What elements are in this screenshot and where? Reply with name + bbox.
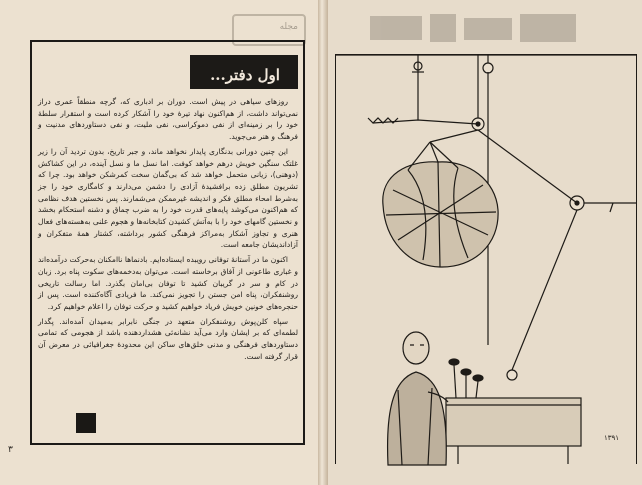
- book-spine: [318, 0, 328, 485]
- rope-line: [430, 130, 478, 142]
- article-body: [38, 96, 298, 426]
- podium-icon: [446, 398, 581, 464]
- paragraph: روزهای سیاهی در پیش است. دوران بر ادباری که، گرچه منطقاً عمری دراز نمی‌تواند داشت، از هم‌اکنون نهاد تیرهٔ خود را آشکار کرده است و استقرار سلطهٔ خود را بر زمینه‌ای از نفی دموکراسی، نفی ملیت، و نفی دستاوردهای مدنیت و فرهنگ و هنر می‌جوید.: [38, 97, 298, 142]
- page-title: اول دفتر...: [210, 66, 280, 84]
- boulder-net-icon: [383, 142, 498, 267]
- paragraph: اکنون ما در آستانهٔ توفانی رویبده ایستاده‌ایم. بادنماها ناامکنان به‌حرکت درآمده‌اند و غباری طاعونی از آفاق برخاسته است. می‌توان به‌دخمه‌های سکوت پناه برد. زبان در کام و سر در گریبان کشید تا توفان بی‌امان بگذرد. اما رسالت تاریخی روشنفکران، پناه امن جستن را تجویز نمی‌کند. ما فریادی آگاه‌کننده است. پس از حنجره‌های خونین خویش فریاد خواهیم کشید و حرکت توفان را اعلام خواهیم کرد.: [38, 255, 298, 311]
- microphone-icon: [473, 375, 483, 398]
- page-number: ۳: [8, 445, 13, 455]
- microphone-icon: [461, 369, 471, 398]
- pulley-icon: [570, 196, 637, 212]
- right-page: [328, 0, 642, 485]
- rope-line: [373, 120, 478, 124]
- speaker-figure-icon: [388, 332, 448, 465]
- paragraph: سپاه کلن‌پوش روشنفکران متعهد در جنگی نابرابر به‌میدان آمده‌اند. پگدار لطمه‌ای که بر ایشان وارد می‌آید نشانه‌ئی هشداردهنده باشد از هجومی که تمامی دستاوردهای فرهنگی و مدنی خلق‌های ساکن این محدودهٔ جغرافیائی در معرض آن قرار گرفته است.: [38, 316, 298, 361]
- paragraph: این چنین دورانی بدنگاری پایدار نخواهد ماند، و جبر تاریخ، بدون تردید آن را زیر غلتک سنگین خویش درهم خواهد کوفت. اما نسل ما و نسل آینده، در این کشاکش (دوهنی)، زیانی متحمل خواهد شد که بی‌گمان سخت کمرشکن خواهد بود. چرا که تشریون مطلق زده برافشیدهٔ آزادی را دشمن می‌دارند و کامگاری خود را جز به‌شرط امحاء مطلق فکر و اندیشه غیرممکن می‌شمارند. پس نخستین هدف نظامی که هم‌اکنون می‌کوشد پایه‌های قدرت خود را به ضرب چماق و دشنه استحکام بخشد و نخستین گامهای خود را با به‌آتش کشیدن کتابخانه‌ها و هجوم علنی به‌هسته‌های فعال هنری و تجاوز آشکار به‌مراکز فرهنگی کشور برداشته، کشتار همهٔ متفکران و آزاداندیشان جامعه است.: [38, 146, 298, 250]
- pulley-icon: [472, 55, 484, 130]
- faded-masthead-logo: مجله‌: [232, 14, 306, 46]
- left-page: [0, 0, 318, 485]
- artist-signature: ۱۳۹۱: [604, 434, 620, 442]
- microphone-icon: [449, 359, 459, 398]
- pulley-icon: [507, 370, 517, 380]
- illustration-drawing: [328, 0, 642, 485]
- chain-line: [368, 118, 398, 123]
- pulley-icon: [483, 55, 493, 73]
- rope-line: [512, 210, 577, 370]
- end-mark-square: [76, 413, 96, 433]
- ceiling-hook-icon: [412, 55, 424, 120]
